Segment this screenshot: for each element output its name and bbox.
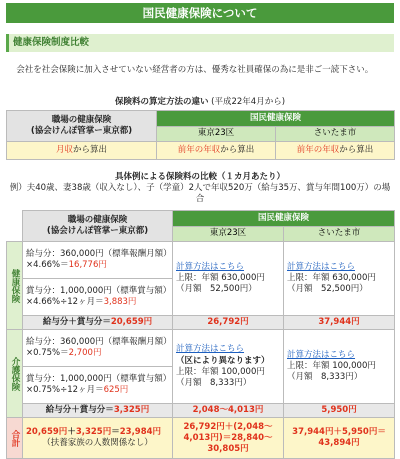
care-tokyo-limit: 上限：年額 100,000円（月額 8,333円） — [176, 366, 265, 388]
care-saitama-cell — [284, 330, 395, 404]
t1-header-employee: 職場の健康保険 (協会けんぽ管掌ー東京都) — [7, 111, 157, 142]
t1-header-saitama: さいたま市 — [276, 126, 395, 142]
intro-text: 会社を社会保険に加入させていない経営者の方は、優秀な社員確保の為に是非ご一読下さい。 — [16, 65, 374, 75]
total-employee-note: （扶養家族の人数関係なし） — [42, 438, 153, 449]
calc-link-health-saitama[interactable]: 計算方法はこちら — [287, 261, 356, 272]
page-title: 国民健康保険について — [6, 3, 394, 23]
calc-link-care-tokyo[interactable]: 計算方法はこちら — [176, 344, 245, 355]
care-saitama-total: 5,950円 — [284, 404, 395, 418]
health-saitama-cell — [284, 242, 395, 316]
care-tokyo-total: 2,048～4,013円 — [173, 404, 284, 418]
t1-saitama-method: 前年の年収から算出 — [276, 142, 395, 160]
care-sum-cell: 給与分＋賞与分＝3,325円 — [23, 404, 173, 418]
health-saitama-limit: 上限：年額 630,000円（月額 52,500円） — [287, 272, 376, 295]
t2-header-tokyo: 東京23区 — [173, 226, 284, 242]
health-sum-cell: 給与分＋賞与分＝20,659円 — [23, 316, 173, 330]
total-employee-cell: 20,659円＋3,325円＝23,984円 （扶養家族の人数関係なし） — [23, 418, 173, 459]
t1-header-kokuho: 国民健康保険 — [157, 111, 395, 127]
care-tokyo-cell — [173, 330, 284, 404]
health-saitama-total: 37,944円 — [284, 316, 395, 330]
calc-link-care-saitama[interactable]: 計算方法はこちら — [287, 349, 356, 360]
care-salary-cell: 給与分：360,000円（標準報酬月額）×0.75%＝2,700円 — [23, 330, 173, 367]
table1-caption: 保険料の算定方法の違い (平成22年4月から) — [114, 97, 286, 107]
side-label-care: 介護保険 — [7, 330, 23, 418]
t1-header-tokyo: 東京23区 — [157, 126, 276, 142]
health-tokyo-cell — [173, 242, 284, 316]
t1-tokyo-method: 前年の年収から算出 — [157, 142, 276, 160]
side-label-health: 健康保険 — [7, 242, 23, 330]
care-tokyo-note: （区により異なります） — [176, 355, 270, 366]
t2-header-kokuho: 国民健康保険 — [173, 211, 395, 227]
t2-header-saitama: さいたま市 — [284, 226, 395, 242]
health-tokyo-total: 26,792円 — [173, 316, 284, 330]
health-tokyo-limit: 上限：年額 630,000円（月額 52,500円） — [176, 272, 265, 295]
section-heading: 健康保険制度比較 — [6, 34, 394, 52]
side-label-total: 合計 — [7, 418, 23, 459]
total-tokyo-cell: 26,792円＋(2,048～4,013円)＝28,840～30,805円 — [173, 418, 284, 459]
table2-caption: 具体例による保険料の比較（１カ月あたり） 例）夫40歳、妻38歳（収入なし）、子（学童）2人で年収520万（給与35万、賞与年間100万）の場合 — [9, 172, 391, 204]
calculation-method-table — [6, 110, 395, 160]
total-saitama-cell: 37,944円＋5,950円＝43,894円 — [284, 418, 395, 459]
care-bonus-cell: 賞与分：1,000,000円（標準賞与額）×0.75%÷12ヶ月＝625円 — [23, 367, 173, 404]
calc-link-health-tokyo[interactable]: 計算方法はこちら — [176, 261, 245, 272]
care-saitama-limit: 上限：年額 100,000円（月額 8,333円） — [287, 361, 376, 383]
t1-employee-method: 月収から算出 — [7, 142, 157, 160]
t2-header-employee: 職場の健康保険 (協会けんぽ管掌ー東京都) — [23, 211, 173, 242]
health-salary-cell: 給与分：360,000円（標準報酬月額）×4.66%＝16,776円 — [23, 242, 173, 279]
health-bonus-cell: 賞与分：1,000,000円（標準賞与額）×4.66%÷12ヶ月＝3,883円 — [23, 279, 173, 316]
premium-comparison-table — [6, 210, 395, 459]
